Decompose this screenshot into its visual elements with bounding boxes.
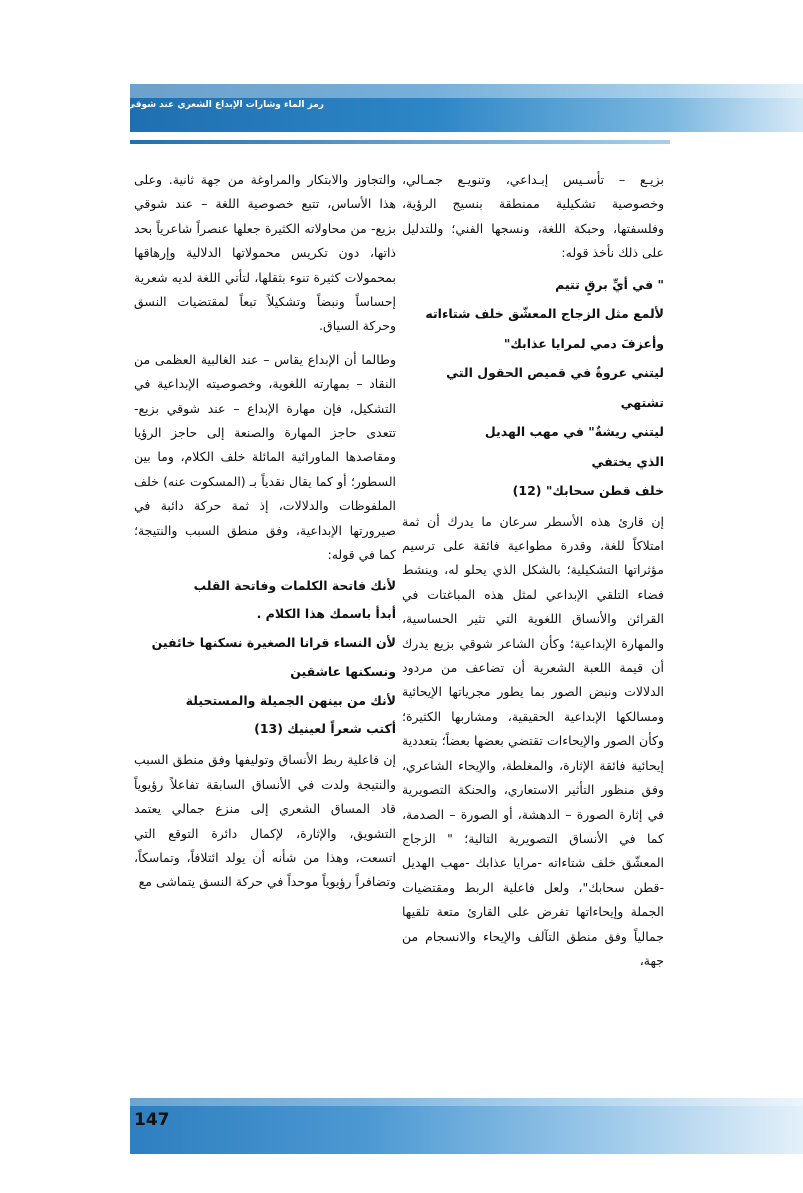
left-paragraph-1: والتجاوز والابتكار والمراوغة من جهة ثانية. وعلى هذا الأساس، تتبع خصوصية اللغة – عند شوقي بزيع- من محاولاته الكثيرة جعلها عنصراً شاعرياً بحد ذاتها، دون تكريس محمولاتها الدلالية وإرهاقها بمحمولات كثيرة تنوء بثقلها، لتأتي اللغة لديه شعرية إحساساً ونبضاً وتشكيلاً تبعاً لمقتضيات النسق وحركة السياق. (134, 172, 396, 334)
poem-line: ونسكنها عاشقين (290, 663, 396, 679)
poem-line: ليتني عروةٌ في قميص الحقول التي تشتهي (446, 365, 664, 410)
right-column (402, 168, 664, 973)
poem-line: أبدأ باسمك هذا الكلام . (256, 606, 396, 622)
poem-line: لأنك فاتحة الكلمات وفاتحة القلب (193, 577, 396, 593)
poem-line: خلف قطن سحابك" (12) (512, 483, 664, 499)
poem-line: ليتني ريشةٌ" في مهب الهديل (484, 424, 664, 440)
poem-line: لأن النساء قرانا الصغيرة نسكنها خائفين (151, 635, 396, 651)
poem-line: الذي يختفي (591, 453, 664, 469)
left-paragraph-2: وطالما أن الإبداع يقاس – عند الغالبية العظمى من النقاد – بمهارته اللغوية، وخصوصيته الإبداعية في التشكيل، فإن مهارة الإبداع – عند شوقي بزيع- تتعدى حاجز المهارة والصنعة إلى حاجز الرؤيا ومقاصدها الماورائية المائلة خلف الكلام، وما بين السطور؛ أو كما يقال نقدياً بـ (المسكوت عنه) خلف الملفوظات والدلالات، إذ ثمة حركة دائبة في صيرورتها الإبداعية، وفق منطق السبب والنتيجة؛ كما في قوله: (134, 351, 396, 563)
running-header-title: رمز الماء وشارات الإبداع الشعري عند شوقي بزيع (104, 100, 324, 110)
header-divider (130, 140, 670, 144)
poem-line: لأنك من بينهن الجميلة والمستحيلة (185, 692, 396, 708)
left-paragraph-3: إن فاعلية ربط الأنساق وتوليفها وفق منطق السبب والنتيجة ولدت في الأنساق السابقة تفاعلاً رؤيوياً قاد المساق الشعري إلى منزع جمالي يعتمد التشويق، والإثارة، لإكمال دائرة التوقع التي اتسعت، وهذا من شأنه أن يولد ائتلافاً، وتماسكاً، وتضافراً رؤيوياً موحداً في حركة النسق يتماشى مع (134, 752, 396, 890)
right-poem (402, 270, 664, 506)
poem-line: وأعزفَ دمي لمرايا عذابك" (503, 335, 664, 351)
right-paragraph-1: بزيـع – تأسـيس إبـداعي، وتنويـع جمـالي، وخصوصية تشكيلية ممنطقة بنسيج الرؤية، وفلسفتها، وحبكة اللغة، ونسجها الفني؛ وللتدليل على ذلك نأخذ قوله: (402, 172, 664, 261)
poem-line: " في أيِّ برقٍ تتيم (555, 276, 664, 292)
poem-line: أكتب شعراً لعينيك (13) (254, 721, 396, 737)
poem-line: لألمع مثل الزجاج المعشّق خلف شتاءاته (425, 306, 664, 322)
left-column (134, 168, 396, 895)
right-paragraph-2: إن قارئ هذه الأسطر سرعان ما يدرك أن ثمة امتلاكاً للغة، وقدرة مطواعية فائقة على ترسيم مؤثراتها التشكيلية؛ بالشكل الذي يحلو له، وينشط فضاء التلقي الإبداعي لمثل هذه المباغتات في القرائن والأنساق اللغوية التي تثير الحساسية، والمهارة الإبداعية؛ وكأن الشاعر شوقي بزيع يدرك أن قيمة اللعبة الشعرية أن تضاعف من مردود الدلالات ونبض الصور بما يطور مجرياتها الإيحائية ومسالكها الإبداعية الحقيقية، ومشاربها الكثيرة؛ وكأن الصور والإيحاءات تقتضي بعضها بعضاً؛ بتعددية إيحائية فائقة الإثارة، والمغلطة، والإيحاء الشاعري، وفق منظور التأثير الاستعاري، والحنكة التصويرية في إثارة الصورة – الدهشة، أو الصورة – الصدمة، كما في الأنساق التصويرية التالية؛ " الزجاج المعشّق خلف شتاءاته -مرايا عذابك -مهب الهديل -قطن سحابك"، ولعل فاعلية الربط ومقتضيات الجملة وإيحاءاتها تفرض على القارئ متعة تلقيها جمالياً وفق منطق التآلف والإيحاء والانسجام من جهة، (402, 513, 664, 968)
left-poem (134, 572, 396, 745)
page-number: 147 (134, 1110, 170, 1130)
footer-band (130, 1098, 803, 1154)
